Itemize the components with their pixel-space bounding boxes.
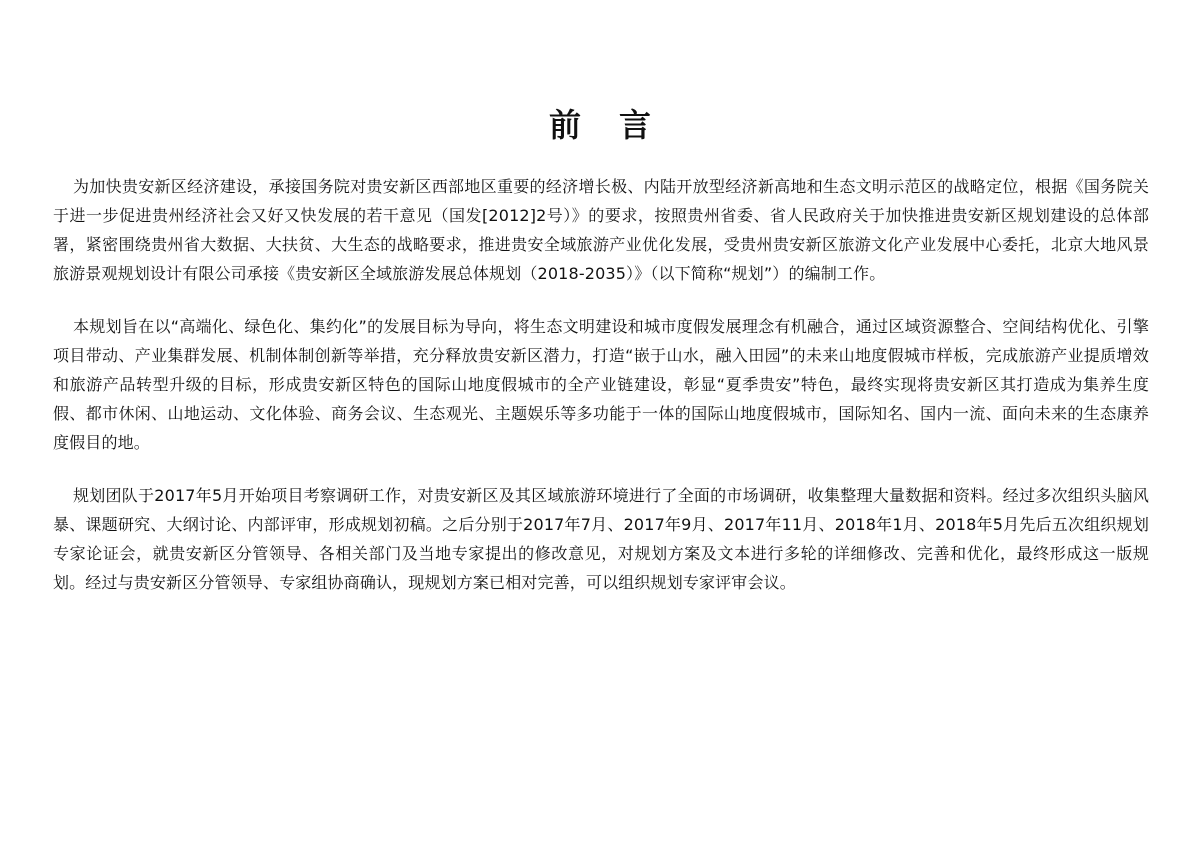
- document-body: [53, 172, 1149, 621]
- paragraph-1: 为加快贵安新区经济建设，承接国务院对贵安新区西部地区重要的经济增长极、内陆开放型经济新高地和生态文明示范区的战略定位，根据《国务院关于进一步促进贵州经济社会又好又快发展的若干意见（国发[2012]2号）》的要求，按照贵州省委、省人民政府关于加快推进贵安新区规划建设的总体部署，紧密围绕贵州省大数据、大扶贫、大生态的战略要求，推进贵安全域旅游产业优化发展，受贵州贵安新区旅游文化产业发展中心委托，北京大地风景旅游景观规划设计有限公司承接《贵安新区全域旅游发展总体规划（2018-2035）》（以下简称“规划”）的编制工作。: [53, 177, 1149, 283]
- paragraph-3: 规划团队于2017年5月开始项目考察调研工作，对贵安新区及其区域旅游环境进行了全面的市场调研，收集整理大量数据和资料。经过多次组织头脑风暴、课题研究、大纲讨论、内部评审，形成规划初稿。之后分别于2017年7月、2017年9月、2017年11月、2018年1月、2018年5月先后五次组织规划专家论证会，就贵安新区分管领导、各相关部门及当地专家提出的修改意见，对规划方案及文本进行多轮的详细修改、完善和优化，最终形成这一版规划。经过与贵安新区分管领导、专家组协商确认，现规划方案已相对完善，可以组织规划专家评审会议。: [53, 486, 1149, 592]
- page-title: 前言: [548, 106, 689, 145]
- paragraph-2: 本规划旨在以“高端化、绿色化、集约化”的发展目标为导向，将生态文明建设和城市度假发展理念有机融合，通过区域资源整合、空间结构优化、引擎项目带动、产业集群发展、机制体制创新等举措，充分释放贵安新区潜力，打造“嵌于山水，融入田园”的未来山地度假城市样板，完成旅游产业提质增效和旅游产品转型升级的目标，形成贵安新区特色的国际山地度假城市的全产业链建设，彰显“夏季贵安”特色，最终实现将贵安新区其打造成为集养生度假、都市休闲、山地运动、文化体验、商务会议、生态观光、主题娱乐等多功能于一体的国际山地度假城市，国际知名、国内一流、面向未来的生态康养度假目的地。: [53, 317, 1149, 452]
